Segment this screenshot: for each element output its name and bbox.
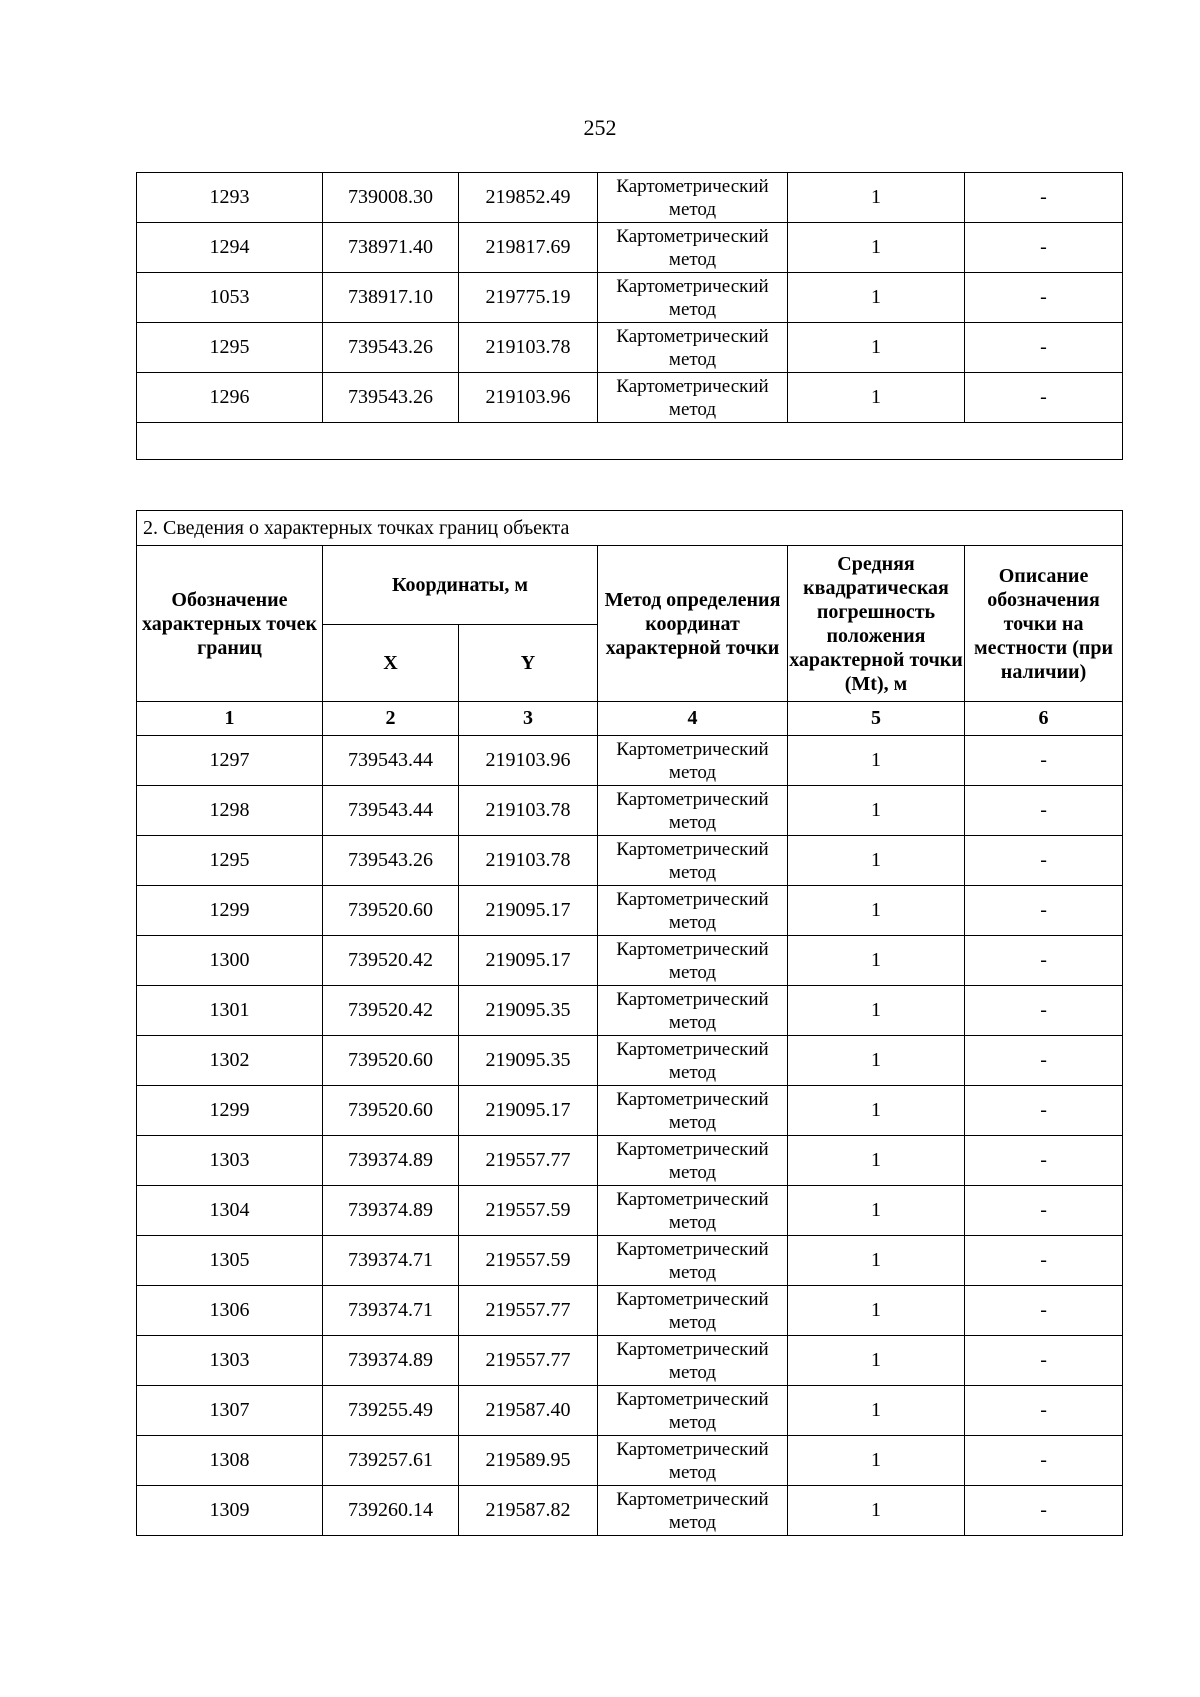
cell-method: Картометрический метод bbox=[598, 1236, 788, 1286]
cell-y: 219095.17 bbox=[459, 1086, 598, 1136]
cell-desc: - bbox=[965, 1386, 1123, 1436]
cell-point: 1294 bbox=[137, 223, 323, 273]
header-x: X bbox=[323, 625, 459, 702]
cell-x: 739257.61 bbox=[323, 1436, 459, 1486]
cell-mt: 1 bbox=[788, 1086, 965, 1136]
cell-y: 219095.17 bbox=[459, 886, 598, 936]
cell-mt: 1 bbox=[788, 223, 965, 273]
cell-point: 1302 bbox=[137, 1036, 323, 1086]
table-row bbox=[137, 273, 1123, 323]
header-coords: Координаты, м bbox=[323, 546, 598, 625]
cell-desc: - bbox=[965, 986, 1123, 1036]
cell-y: 219095.35 bbox=[459, 1036, 598, 1086]
cell-y: 219557.59 bbox=[459, 1236, 598, 1286]
table-row bbox=[137, 886, 1123, 936]
cell-mt: 1 bbox=[788, 373, 965, 423]
cell-x: 739520.42 bbox=[323, 936, 459, 986]
cell-point: 1295 bbox=[137, 836, 323, 886]
cell-mt: 1 bbox=[788, 1036, 965, 1086]
cell-desc: - bbox=[965, 786, 1123, 836]
cell-desc: - bbox=[965, 1186, 1123, 1236]
cell-x: 739374.71 bbox=[323, 1286, 459, 1336]
cell-method: Картометрический метод bbox=[598, 986, 788, 1036]
cell-desc: - bbox=[965, 936, 1123, 986]
cell-desc: - bbox=[965, 736, 1123, 786]
cell-x: 739520.60 bbox=[323, 1086, 459, 1136]
cell-mt: 1 bbox=[788, 986, 965, 1036]
table-row bbox=[137, 323, 1123, 373]
cell-desc: - bbox=[965, 1286, 1123, 1336]
header-desc: Описание обозначения точки на местности (при наличии) bbox=[965, 546, 1123, 702]
cell-method: Картометрический метод bbox=[598, 373, 788, 423]
column-number: 3 bbox=[459, 702, 598, 736]
boundary-points-table bbox=[136, 510, 1123, 1536]
table-row bbox=[137, 1436, 1123, 1486]
table-row bbox=[137, 1186, 1123, 1236]
cell-desc: - bbox=[965, 273, 1123, 323]
cell-method: Картометрический метод bbox=[598, 173, 788, 223]
cell-point: 1295 bbox=[137, 323, 323, 373]
column-number: 6 bbox=[965, 702, 1123, 736]
cell-x: 739374.89 bbox=[323, 1336, 459, 1386]
column-number: 4 bbox=[598, 702, 788, 736]
cell-y: 219103.96 bbox=[459, 736, 598, 786]
cell-mt: 1 bbox=[788, 1386, 965, 1436]
cell-point: 1307 bbox=[137, 1386, 323, 1436]
table-row bbox=[137, 373, 1123, 423]
cell-y: 219852.49 bbox=[459, 173, 598, 223]
cell-mt: 1 bbox=[788, 1136, 965, 1186]
cell-mt: 1 bbox=[788, 886, 965, 936]
cell-y: 219557.77 bbox=[459, 1136, 598, 1186]
cell-y: 219817.69 bbox=[459, 223, 598, 273]
table-row bbox=[137, 936, 1123, 986]
cell-method: Картометрический метод bbox=[598, 886, 788, 936]
cell-method: Картометрический метод bbox=[598, 936, 788, 986]
cell-method: Картометрический метод bbox=[598, 1336, 788, 1386]
cell-point: 1296 bbox=[137, 373, 323, 423]
header-y: Y bbox=[459, 625, 598, 702]
cell-method: Картометрический метод bbox=[598, 1386, 788, 1436]
cell-x: 739374.89 bbox=[323, 1136, 459, 1186]
cell-x: 739543.44 bbox=[323, 786, 459, 836]
cell-mt: 1 bbox=[788, 173, 965, 223]
cell-desc: - bbox=[965, 1436, 1123, 1486]
cell-mt: 1 bbox=[788, 323, 965, 373]
points-table-continued bbox=[136, 172, 1123, 460]
table-row bbox=[137, 986, 1123, 1036]
cell-x: 739520.60 bbox=[323, 886, 459, 936]
table-row bbox=[137, 223, 1123, 273]
table-row bbox=[137, 173, 1123, 223]
cell-desc: - bbox=[965, 223, 1123, 273]
cell-method: Картометрический метод bbox=[598, 836, 788, 886]
cell-y: 219103.96 bbox=[459, 373, 598, 423]
header-mt: Средняя квадратическая погрешность положения характерной точки (Mt), м bbox=[788, 546, 965, 702]
cell-point: 1293 bbox=[137, 173, 323, 223]
header-point: Обозначение характерных точек границ bbox=[137, 546, 323, 702]
cell-mt: 1 bbox=[788, 736, 965, 786]
cell-desc: - bbox=[965, 1136, 1123, 1186]
cell-point: 1301 bbox=[137, 986, 323, 1036]
cell-point: 1305 bbox=[137, 1236, 323, 1286]
table-row bbox=[137, 1036, 1123, 1086]
cell-method: Картометрический метод bbox=[598, 1436, 788, 1486]
cell-x: 739543.26 bbox=[323, 373, 459, 423]
cell-point: 1300 bbox=[137, 936, 323, 986]
cell-x: 739255.49 bbox=[323, 1386, 459, 1436]
cell-point: 1303 bbox=[137, 1136, 323, 1186]
page-number: 252 bbox=[583, 115, 617, 140]
table-row bbox=[137, 1136, 1123, 1186]
cell-desc: - bbox=[965, 1336, 1123, 1386]
cell-y: 219557.59 bbox=[459, 1186, 598, 1236]
cell-mt: 1 bbox=[788, 836, 965, 886]
table-row bbox=[137, 786, 1123, 836]
cell-method: Картометрический метод bbox=[598, 786, 788, 836]
cell-point: 1304 bbox=[137, 1186, 323, 1236]
column-number: 5 bbox=[788, 702, 965, 736]
cell-point: 1303 bbox=[137, 1336, 323, 1386]
cell-mt: 1 bbox=[788, 786, 965, 836]
cell-desc: - bbox=[965, 1036, 1123, 1086]
cell-y: 219589.95 bbox=[459, 1436, 598, 1486]
cell-x: 739374.71 bbox=[323, 1236, 459, 1286]
cell-y: 219103.78 bbox=[459, 323, 598, 373]
cell-x: 739008.30 bbox=[323, 173, 459, 223]
column-number: 2 bbox=[323, 702, 459, 736]
cell-method: Картометрический метод bbox=[598, 1036, 788, 1086]
cell-mt: 1 bbox=[788, 1236, 965, 1286]
cell-x: 739543.26 bbox=[323, 836, 459, 886]
table-row bbox=[137, 736, 1123, 786]
cell-method: Картометрический метод bbox=[598, 223, 788, 273]
column-number: 1 bbox=[137, 702, 323, 736]
cell-mt: 1 bbox=[788, 1436, 965, 1486]
table-row bbox=[137, 836, 1123, 886]
cell-y: 219095.35 bbox=[459, 986, 598, 1036]
cell-point: 1309 bbox=[137, 1486, 323, 1536]
cell-point: 1297 bbox=[137, 736, 323, 786]
table-row bbox=[137, 1236, 1123, 1286]
cell-desc: - bbox=[965, 1086, 1123, 1136]
cell-point: 1308 bbox=[137, 1436, 323, 1486]
cell-method: Картометрический метод bbox=[598, 736, 788, 786]
cell-x: 739543.44 bbox=[323, 736, 459, 786]
cell-point: 1299 bbox=[137, 1086, 323, 1136]
cell-point: 1298 bbox=[137, 786, 323, 836]
cell-mt: 1 bbox=[788, 273, 965, 323]
cell-point: 1053 bbox=[137, 273, 323, 323]
cell-desc: - bbox=[965, 886, 1123, 936]
cell-method: Картометрический метод bbox=[598, 273, 788, 323]
cell-y: 219775.19 bbox=[459, 273, 598, 323]
table-row bbox=[137, 1486, 1123, 1536]
cell-desc: - bbox=[965, 1486, 1123, 1536]
cell-x: 739374.89 bbox=[323, 1186, 459, 1236]
boundary-points-table-body bbox=[137, 736, 1123, 1536]
cell-mt: 1 bbox=[788, 1336, 965, 1386]
header-method: Метод определения координат характерной точки bbox=[598, 546, 788, 702]
cell-y: 219587.40 bbox=[459, 1386, 598, 1436]
cell-desc: - bbox=[965, 173, 1123, 223]
empty-cell bbox=[137, 423, 1123, 460]
table-row bbox=[137, 1386, 1123, 1436]
cell-y: 219103.78 bbox=[459, 786, 598, 836]
cell-desc: - bbox=[965, 836, 1123, 886]
section-title: 2. Сведения о характерных точках границ объекта bbox=[137, 511, 1123, 546]
table-row bbox=[137, 1086, 1123, 1136]
cell-method: Картометрический метод bbox=[598, 1136, 788, 1186]
cell-x: 739543.26 bbox=[323, 323, 459, 373]
cell-method: Картометрический метод bbox=[598, 1486, 788, 1536]
cell-y: 219103.78 bbox=[459, 836, 598, 886]
points-table-continued-body bbox=[137, 173, 1123, 460]
cell-mt: 1 bbox=[788, 1286, 965, 1336]
cell-y: 219557.77 bbox=[459, 1336, 598, 1386]
cell-mt: 1 bbox=[788, 1186, 965, 1236]
cell-method: Картометрический метод bbox=[598, 1186, 788, 1236]
cell-method: Картометрический метод bbox=[598, 323, 788, 373]
cell-y: 219587.82 bbox=[459, 1486, 598, 1536]
cell-method: Картометрический метод bbox=[598, 1086, 788, 1136]
cell-mt: 1 bbox=[788, 936, 965, 986]
cell-x: 738971.40 bbox=[323, 223, 459, 273]
table-row bbox=[137, 1286, 1123, 1336]
cell-x: 739520.60 bbox=[323, 1036, 459, 1086]
table-row bbox=[137, 1336, 1123, 1386]
cell-desc: - bbox=[965, 323, 1123, 373]
table-row-empty bbox=[137, 423, 1123, 460]
cell-x: 738917.10 bbox=[323, 273, 459, 323]
cell-point: 1306 bbox=[137, 1286, 323, 1336]
cell-x: 739260.14 bbox=[323, 1486, 459, 1536]
cell-mt: 1 bbox=[788, 1486, 965, 1536]
cell-point: 1299 bbox=[137, 886, 323, 936]
cell-method: Картометрический метод bbox=[598, 1286, 788, 1336]
cell-y: 219095.17 bbox=[459, 936, 598, 986]
cell-x: 739520.42 bbox=[323, 986, 459, 1036]
cell-desc: - bbox=[965, 373, 1123, 423]
cell-desc: - bbox=[965, 1236, 1123, 1286]
cell-y: 219557.77 bbox=[459, 1286, 598, 1336]
